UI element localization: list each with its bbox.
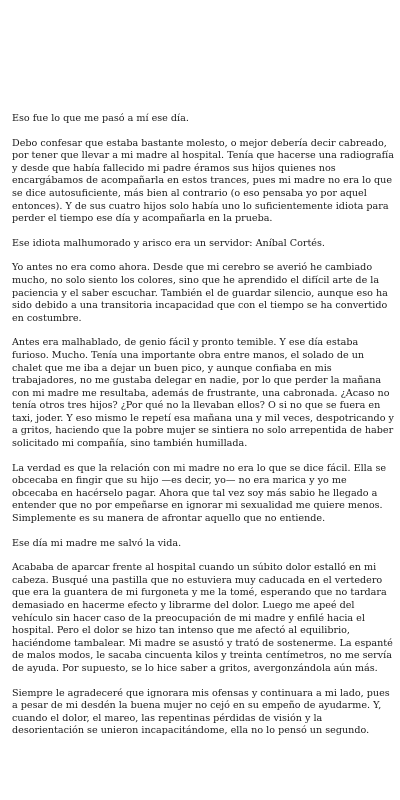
paragraph: Siempre le agradeceré que ignorara mis ofensas y continuara a mi lado, pues a pesar de mi desdén la buena mujer no cejó en su empeño de ayudarme. Y, cuando el dolor, el mareo, las repentinas pérdidas de visión y la desorientación se unieron incapacitándome, ella no lo pensó un segundo. <box>12 687 390 737</box>
paragraph: Eso fue lo que me pasó a mí ese día. <box>12 113 189 124</box>
paragraph: Antes era malhablado, de genio fácil y pronto temible. Y ese día estaba furioso. Mucho. Tenía una importante obra entre manos, el solado de un chalet que me iba a dejar un buen pico, y aunque confiaba en mis trabajadores, no me gustaba delegar en nadie, por lo que perder la mañana con mi madre me resultaba, además de frustrante, una cabronada. ¿Acaso no tenía otros tres hijos? ¿Por qué no la llevaban ellos? O si no que se fuera en taxi, joder. Y eso mismo le repetí esa mañana una y mil veces, despotricando y a gritos, haciendo que la pobre mujer se sintiera no solo arrepentida de haber solicitado mi compañía, sino también humillada. <box>12 337 394 450</box>
paragraph: Ese día mi madre me salvó la vida. <box>12 537 182 549</box>
paragraph: Yo antes no era como ahora. Desde que mi cerebro se averió he cambiado mucho, no solo siento los colores, sino que he aprendido el difícil arte de la paciencia y el saber escuchar. También el de guardar silencio, aunque eso ha sido debido a una transitoria incapacidad que con el tiempo se ha convertido en costumbre. <box>12 262 388 324</box>
paragraph: La verdad es que la relación con mi madre no era lo que se dice fácil. Ella se obcecaba en fingir que su hijo —es decir, yo— no era marica y yo me obcecaba en hacérselo pagar. Ahora que tal vez soy más sabio he llegado a entender que no por empeñarse en ignorar mi sexualidad me quiere menos. Simplemente es su manera de afrontar aquello que no entiende. <box>12 462 387 525</box>
document-body <box>12 113 394 750</box>
paragraph: Ese idiota malhumorado y arisco era un servidor: Aníbal Cortés. <box>12 237 325 249</box>
paragraph: Acababa de aparcar frente al hospital cuando un súbito dolor estalló en mi cabeza. Busqué una pastilla que no estuviera muy caducada en el vertedero que era la guantera de mi furgoneta y me la tomé, esperando que no tardara demasiado en hacerme efecto y librarme del dolor. Luego me apeé del vehículo sin hacer caso de la preocupación de mi madre y enfilé hacia el hospital. Pero el dolor se hizo tan intenso que me afectó al equilibrio, haciéndome tambalear. Mi madre se asustó y trató de sostenerme. La espanté de malos modos, le sacaba cincuenta kilos y treinta centímetros, no me servía de ayuda. Por supuesto, se lo hice saber a gritos, avergonzándola aún más. <box>12 562 393 674</box>
paragraph: Debo confesar que estaba bastante molesto, o mejor debería decir cabreado, por tener que llevar a mi madre al hospital. Tenía que hacerse una radiografía y desde que había fallecido mi padre éramos sus hijos quienes nos encargábamos de acompañarla en estos trances, pues mi madre no era lo que se dice autosuficiente, más bien al contrario (o eso pensaba yo por aquel entonces). Y de sus cuatro hijos solo había uno lo suficientemente idiota para perder el tiempo ese día y acompañarla en la prueba. <box>12 137 394 225</box>
